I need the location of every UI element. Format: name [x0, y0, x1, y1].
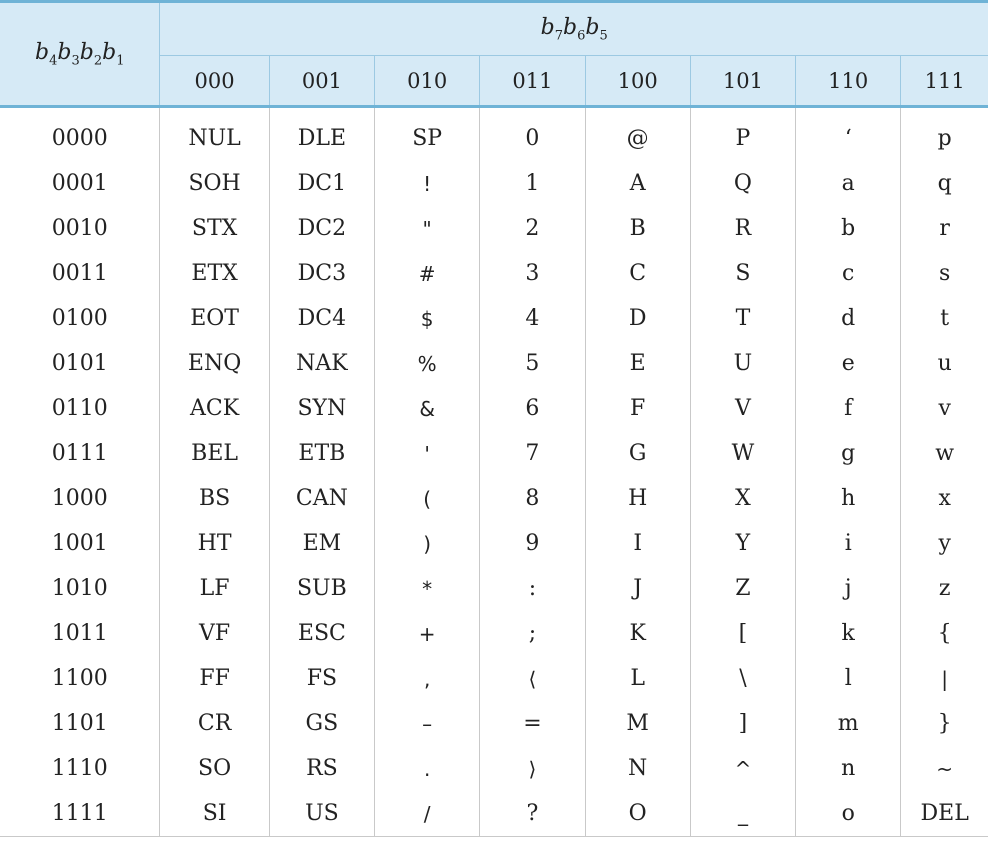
table-cell: VF	[160, 611, 269, 656]
table-cell: Q	[690, 161, 795, 206]
table-row	[0, 206, 988, 251]
table-cell: –	[375, 701, 480, 746]
table-row	[0, 791, 988, 837]
table-cell: \	[690, 656, 795, 701]
table-cell: g	[796, 431, 901, 476]
row-code: 1001	[51, 531, 108, 556]
table-cell: A	[585, 161, 690, 206]
table-row	[0, 746, 988, 791]
table-cell: 9	[480, 521, 585, 566]
table-cell: 6	[480, 386, 585, 431]
table-cell: ‘	[796, 107, 901, 162]
table-cell: CR	[160, 701, 269, 746]
row-code: 1000	[51, 486, 108, 511]
table-cell: SO	[160, 746, 269, 791]
table-cell: N	[585, 746, 690, 791]
table-cell: LF	[160, 566, 269, 611]
row-code: 1100	[51, 666, 108, 691]
table-cell: RS	[269, 746, 374, 791]
table-cell: 4	[480, 296, 585, 341]
table-cell: {	[901, 611, 988, 656]
group-label-high-bits	[160, 2, 988, 56]
table-cell: )	[375, 521, 480, 566]
table-cell: O	[585, 791, 690, 837]
row-code: 1010	[51, 576, 108, 601]
table-cell: u	[901, 341, 988, 386]
table-cell: U	[690, 341, 795, 386]
table-row	[0, 566, 988, 611]
table-cell: DC2	[269, 206, 374, 251]
table-cell: G	[585, 431, 690, 476]
corner-label-text: $b_4b_3b_2b_1$	[34, 39, 125, 69]
table-cell: j	[796, 566, 901, 611]
table-cell: a	[796, 161, 901, 206]
row-code: 1101	[51, 711, 108, 736]
table-cell: b	[796, 206, 901, 251]
column-code: 100	[585, 56, 690, 107]
table-cell: y	[901, 521, 988, 566]
table-cell: c	[796, 251, 901, 296]
table-row	[0, 476, 988, 521]
row-code: 0110	[51, 396, 108, 421]
column-code: 111	[901, 56, 988, 107]
table-cell: US	[269, 791, 374, 837]
table-cell: '	[375, 431, 480, 476]
table-cell: T	[690, 296, 795, 341]
table-cell: l	[796, 656, 901, 701]
table-cell: k	[796, 611, 901, 656]
table-cell: !	[375, 161, 480, 206]
table-cell: +	[375, 611, 480, 656]
table-cell: 5	[480, 341, 585, 386]
table-cell: $	[375, 296, 480, 341]
table-cell: M	[585, 701, 690, 746]
table-cell: 7	[480, 431, 585, 476]
table-cell: FF	[160, 656, 269, 701]
table-cell: J	[585, 566, 690, 611]
table-cell: I	[585, 521, 690, 566]
table-cell: F	[585, 386, 690, 431]
table-cell: E	[585, 341, 690, 386]
table-cell: DC1	[269, 161, 374, 206]
table-cell: x	[901, 476, 988, 521]
table-cell: 2	[480, 206, 585, 251]
row-code: 0011	[51, 261, 108, 286]
table-cell: DEL	[901, 791, 988, 837]
column-code: 010	[375, 56, 480, 107]
table-cell: v	[901, 386, 988, 431]
table-cell: SOH	[160, 161, 269, 206]
table-cell: K	[585, 611, 690, 656]
table-cell: 1	[480, 161, 585, 206]
table-row	[0, 611, 988, 656]
group-label-text: $b_7b_6b_5$	[540, 14, 608, 44]
table-cell: ⟩	[480, 746, 585, 791]
row-code: 1110	[51, 756, 108, 781]
table-cell: _	[690, 791, 795, 837]
table-row	[0, 296, 988, 341]
table-cell: ESC	[269, 611, 374, 656]
table-cell: ENQ	[160, 341, 269, 386]
table-cell: :	[480, 566, 585, 611]
table-cell: m	[796, 701, 901, 746]
table-cell: f	[796, 386, 901, 431]
table-row	[0, 251, 988, 296]
column-code: 000	[160, 56, 269, 107]
table-cell: "	[375, 206, 480, 251]
table-row	[0, 341, 988, 386]
table-cell: S	[690, 251, 795, 296]
row-code: 0000	[51, 126, 108, 151]
table-cell: .	[375, 746, 480, 791]
table-cell: e	[796, 341, 901, 386]
table-cell: ]	[690, 701, 795, 746]
table-cell: &	[375, 386, 480, 431]
table-cell: BS	[160, 476, 269, 521]
table-cell: EOT	[160, 296, 269, 341]
table-cell: ?	[480, 791, 585, 837]
table-cell: 3	[480, 251, 585, 296]
table-cell: EM	[269, 521, 374, 566]
table-body	[0, 107, 988, 837]
table-cell: (	[375, 476, 480, 521]
table-cell: GS	[269, 701, 374, 746]
table-cell: FS	[269, 656, 374, 701]
table-cell: q	[901, 161, 988, 206]
table-cell: @	[585, 107, 690, 162]
table-cell: STX	[160, 206, 269, 251]
table-cell: =	[480, 701, 585, 746]
table-row	[0, 386, 988, 431]
table-cell: SP	[375, 107, 480, 162]
table-cell: HT	[160, 521, 269, 566]
table-row	[0, 521, 988, 566]
column-code: 110	[796, 56, 901, 107]
table-cell: }	[901, 701, 988, 746]
table-cell: t	[901, 296, 988, 341]
table-cell: C	[585, 251, 690, 296]
table-cell: R	[690, 206, 795, 251]
column-code: 011	[480, 56, 585, 107]
table-cell: V	[690, 386, 795, 431]
table-row	[0, 701, 988, 746]
table-cell: [	[690, 611, 795, 656]
table-cell: r	[901, 206, 988, 251]
table-cell: Y	[690, 521, 795, 566]
table-cell: SUB	[269, 566, 374, 611]
table-cell: ACK	[160, 386, 269, 431]
table-cell: w	[901, 431, 988, 476]
table-cell: DC4	[269, 296, 374, 341]
table-cell: SI	[160, 791, 269, 837]
table-cell: DC3	[269, 251, 374, 296]
table-cell: NUL	[160, 107, 269, 162]
table-cell: ETB	[269, 431, 374, 476]
table-cell: D	[585, 296, 690, 341]
table-cell: CAN	[269, 476, 374, 521]
table-cell: DLE	[269, 107, 374, 162]
table-cell: ~	[901, 746, 988, 791]
table-cell: ,	[375, 656, 480, 701]
table-cell: |	[901, 656, 988, 701]
table-cell: z	[901, 566, 988, 611]
table-cell: i	[796, 521, 901, 566]
table-cell: SYN	[269, 386, 374, 431]
table-cell: NAK	[269, 341, 374, 386]
table-cell: ⟨	[480, 656, 585, 701]
corner-label-low-bits	[0, 2, 160, 107]
table-cell: W	[690, 431, 795, 476]
table-cell: s	[901, 251, 988, 296]
table-cell: B	[585, 206, 690, 251]
table-cell: n	[796, 746, 901, 791]
table-cell: Z	[690, 566, 795, 611]
row-code: 0010	[51, 216, 108, 241]
row-code: 1111	[0, 791, 160, 837]
header-row-group	[0, 2, 988, 56]
table-cell: %	[375, 341, 480, 386]
table-cell: d	[796, 296, 901, 341]
table-cell: p	[901, 107, 988, 162]
table-row	[0, 656, 988, 701]
table-cell: P	[690, 107, 795, 162]
row-code: 0100	[51, 306, 108, 331]
table-cell: H	[585, 476, 690, 521]
table-row	[0, 161, 988, 206]
table-row	[0, 107, 988, 162]
table-cell: #	[375, 251, 480, 296]
row-code: 1011	[51, 621, 108, 646]
column-code: 101	[690, 56, 795, 107]
table-cell: L	[585, 656, 690, 701]
table-cell: ETX	[160, 251, 269, 296]
row-code: 0101	[51, 351, 108, 376]
table-cell: o	[796, 791, 901, 837]
table-cell: /	[375, 791, 480, 837]
table-cell: ;	[480, 611, 585, 656]
table-cell: BEL	[160, 431, 269, 476]
table-cell: 8	[480, 476, 585, 521]
table-cell: X	[690, 476, 795, 521]
row-code: 0001	[51, 171, 108, 196]
row-code: 0111	[51, 441, 108, 466]
table-cell: h	[796, 476, 901, 521]
table-header	[0, 2, 988, 107]
table-row	[0, 431, 988, 476]
table-cell: 0	[480, 107, 585, 162]
table-cell: *	[375, 566, 480, 611]
column-code: 001	[269, 56, 374, 107]
table-cell: ^	[690, 746, 795, 791]
